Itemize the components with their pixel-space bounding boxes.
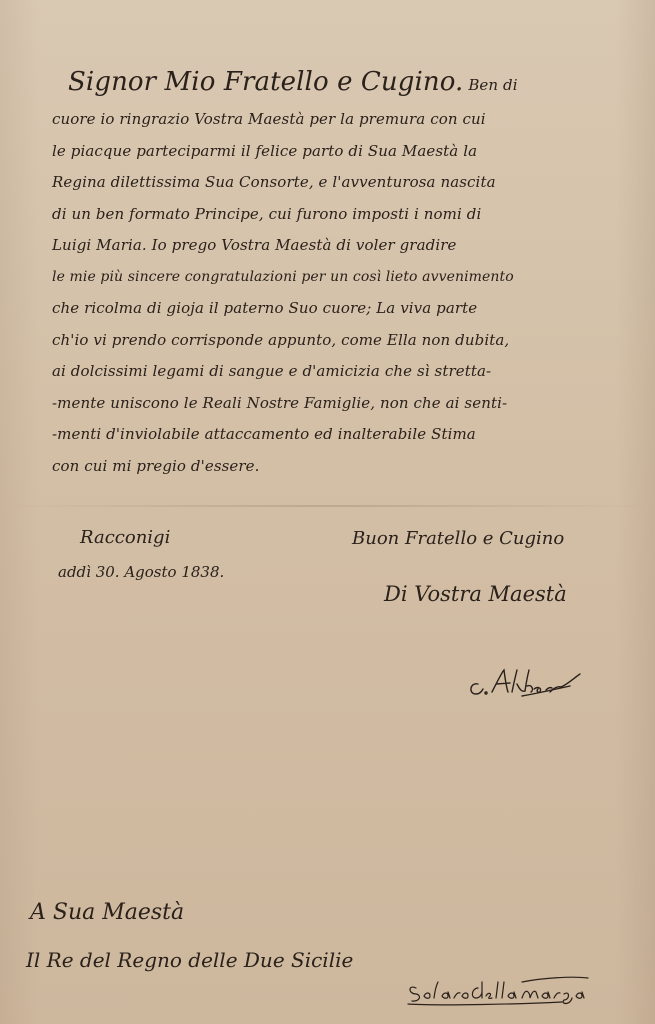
body-line: Luigi Maria. Io prego Vostra Maestà di voler gradire	[52, 236, 457, 254]
address-line-2: Il Re del Regno delle Due Sicilie	[26, 948, 354, 972]
minister-signature	[402, 968, 592, 1008]
salutation-tail: Ben di	[468, 76, 518, 94]
letter-body	[52, 60, 655, 482]
body-line: con cui mi pregio d'essere.	[52, 456, 260, 475]
body-line: che ricolma di gioja il paterno Suo cuore; La viva parte	[52, 299, 478, 317]
body-line: Regina dilettissima Sua Consorte, e l'avventurosa nascita	[52, 173, 496, 191]
closing-title: Di Vostra Maestà	[384, 582, 567, 606]
body-line: cuore io ringrazio Vostra Maestà per la premura con cui	[52, 110, 486, 128]
salutation-line	[52, 60, 655, 104]
body-line: -menti d'inviolabile attaccamento ed inalterabile Stima	[52, 425, 476, 443]
salutation: Signor Mio Fratello e Cugino.	[68, 67, 464, 97]
closing-line: Buon Fratello e Cugino	[352, 528, 565, 549]
body-line: ai dolcissimi legami di sangue e d'amicizia che sì stretta-	[52, 362, 492, 380]
body-line: di un ben formato Principe, cui furono imposti i nomi di	[52, 204, 482, 223]
address-line-1: A Sua Maestà	[30, 900, 185, 925]
place-name: Racconigi	[80, 527, 171, 548]
body-line: le mie più sincere congratulazioni per un così lieto avvenimento	[52, 268, 514, 285]
body-line: le piacque parteciparmi il felice parto di Sua Maestà la	[52, 141, 478, 160]
body-line: -mente uniscono le Reali Nostre Famiglie, non che ai senti-	[52, 393, 508, 412]
king-signature	[462, 660, 582, 704]
letter-date: addì 30. Agosto 1838.	[58, 563, 225, 581]
paper-fold	[0, 505, 655, 507]
body-line: ch'io vi prendo corrisponde appunto, come Ella non dubita,	[52, 330, 510, 349]
